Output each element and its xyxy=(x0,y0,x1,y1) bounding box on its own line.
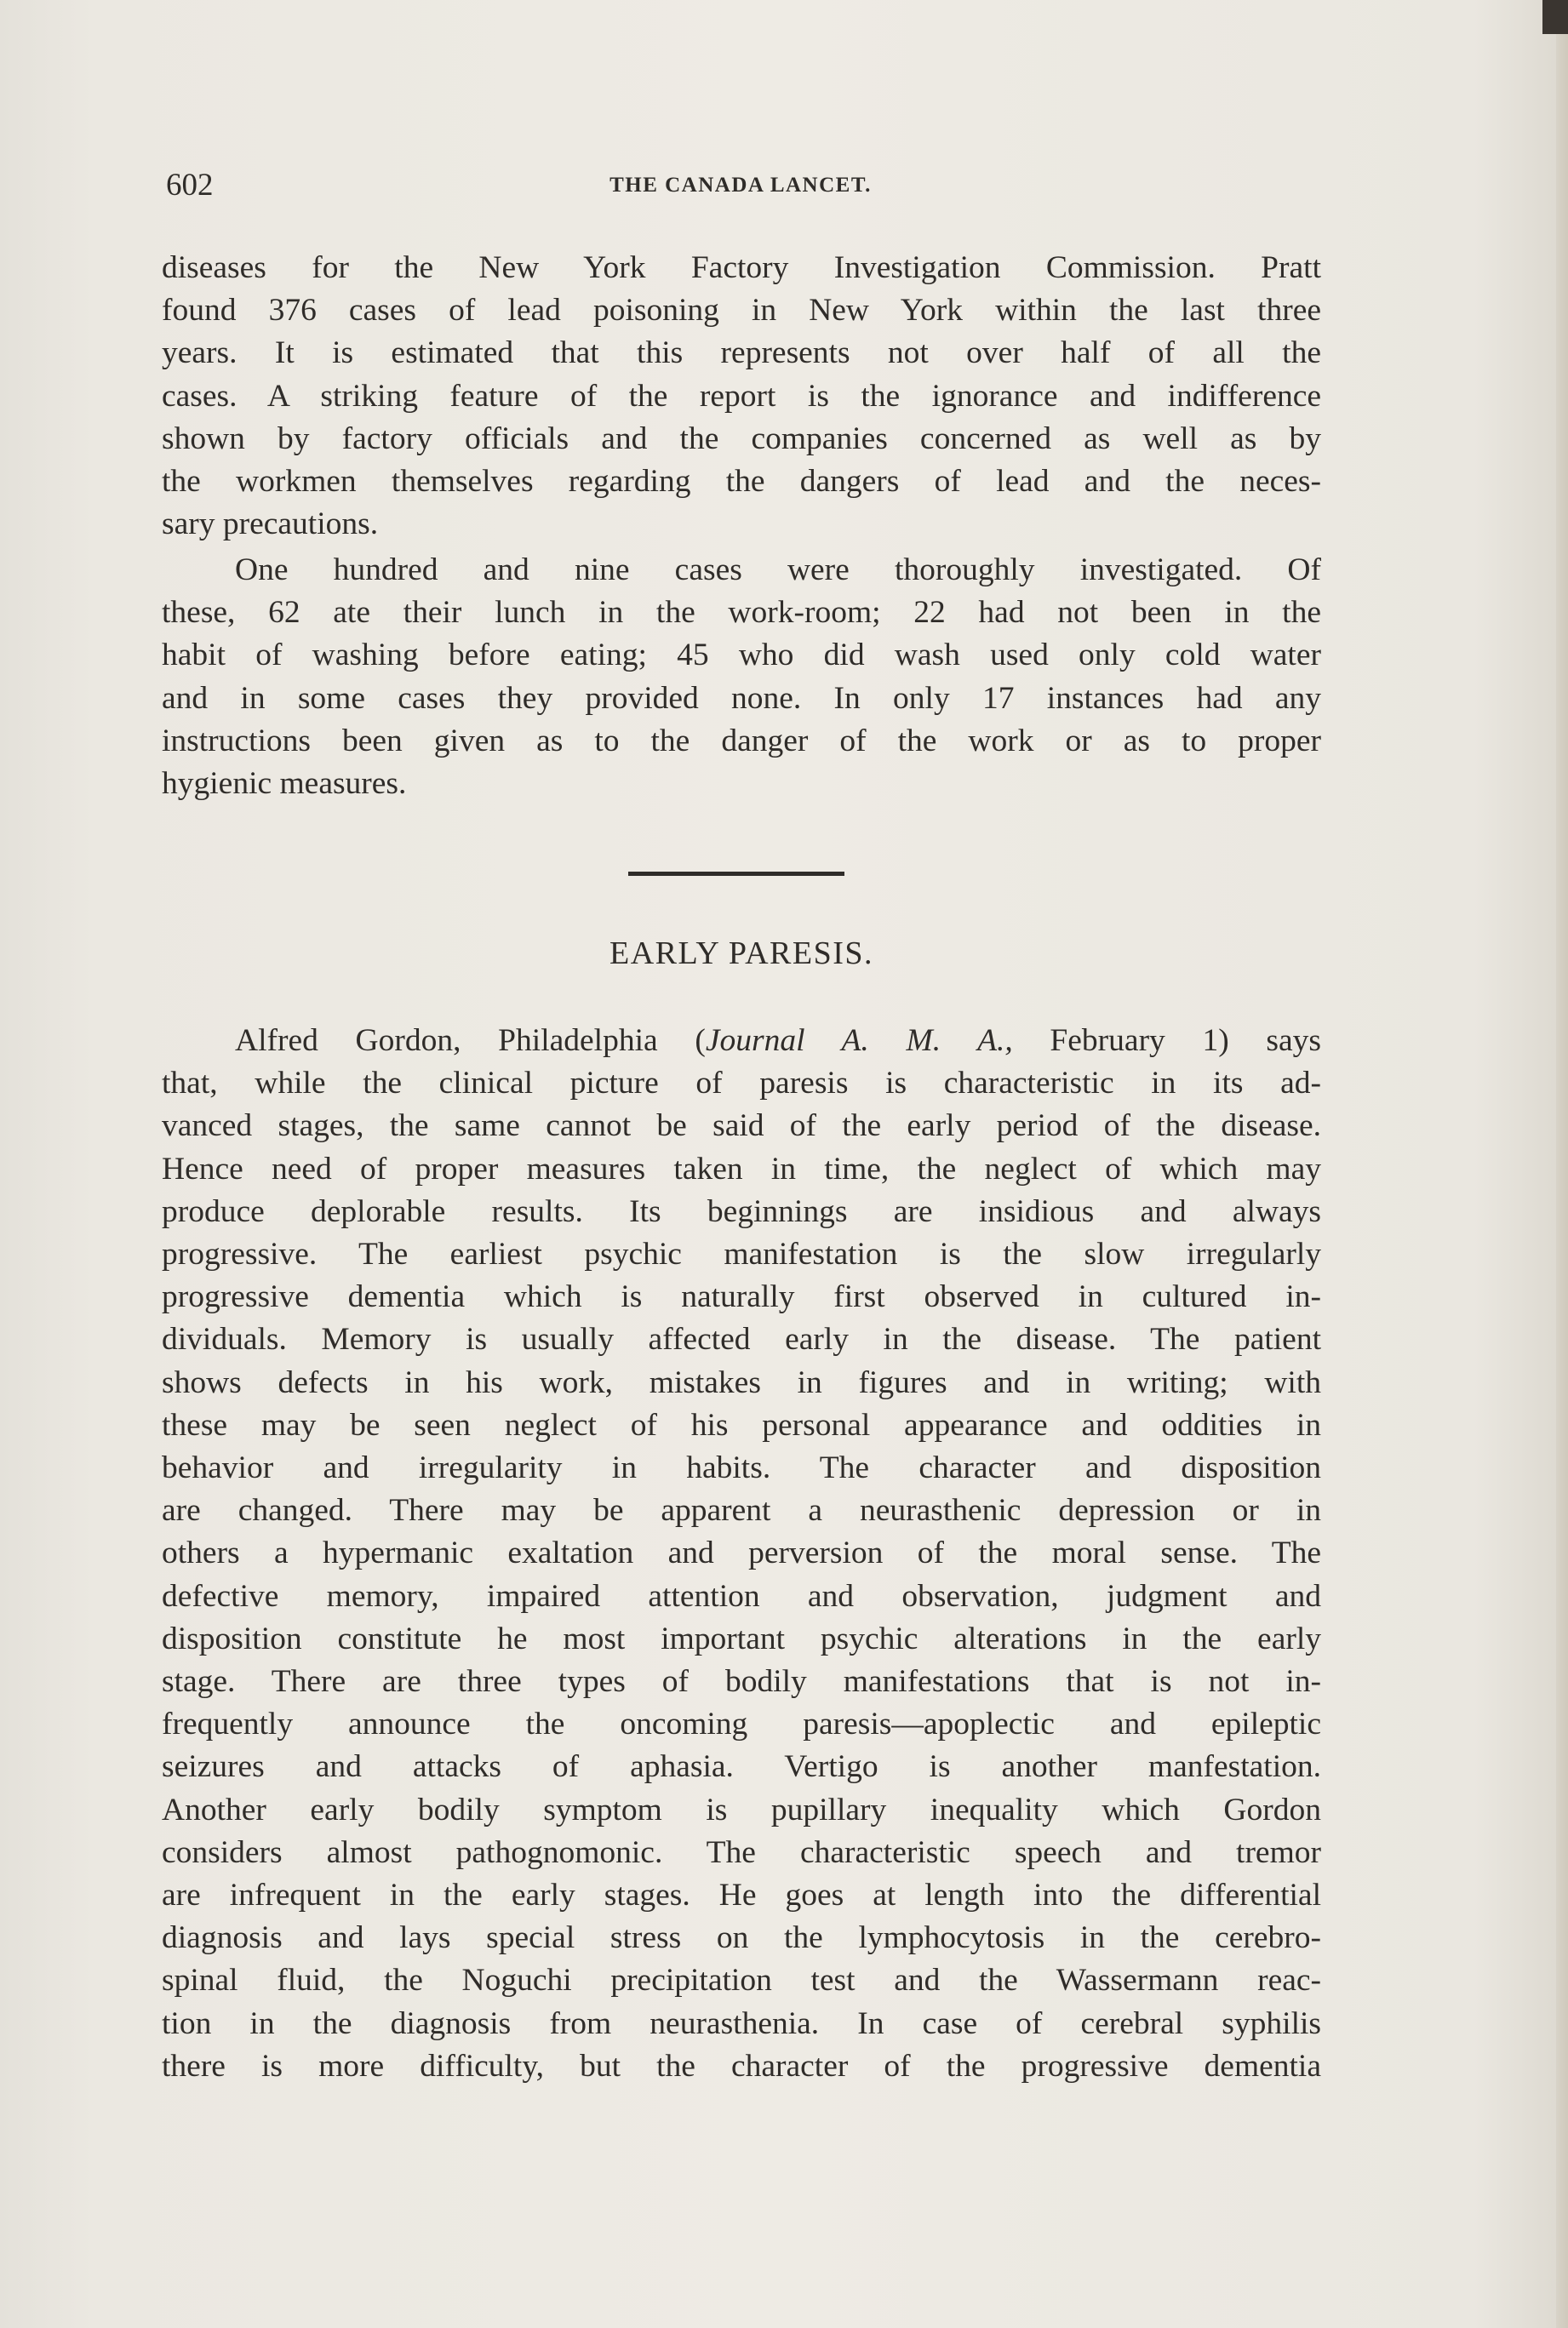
text-line: hygienic measures. xyxy=(162,766,407,802)
text-line: tion in the diagnosis from neurasthenia. In case of cerebral syphilis xyxy=(162,2005,1321,2041)
page-edge xyxy=(1556,34,1568,2328)
running-title: THE CANADA LANCET. xyxy=(609,174,872,197)
text-line: are infrequent in the early stages. He goes at length into the differential xyxy=(162,1878,1321,1913)
text-line: shown by factory officials and the companies concerned as well as by xyxy=(162,420,1321,456)
text-line: shows defects in his work, mistakes in figures and in writing; with xyxy=(162,1364,1321,1400)
text-line: diagnosis and lays special stress on the lymphocytosis in the cerebro- xyxy=(162,1920,1321,1956)
text-line: vanced stages, the same cannot be said of the early period of the disease. xyxy=(162,1108,1321,1144)
paragraph-lead-poisoning-report xyxy=(162,247,1321,546)
paragraph-cases-investigated xyxy=(162,549,1321,805)
text-line: others a hypermanic exaltation and perversion of the moral sense. The xyxy=(162,1536,1321,1571)
text-segment: February 1) says xyxy=(1012,1023,1321,1058)
text-line: disposition constitute he most important psychic alterations in the early xyxy=(162,1621,1321,1656)
text-line: these, 62 ate their lunch in the work-room; 22 had not been in the xyxy=(162,595,1321,631)
text-line: defective memory, impaired attention and observation, judgment and xyxy=(162,1578,1321,1614)
text-line: dividuals. Memory is usually affected early in the disease. The patient xyxy=(162,1322,1321,1358)
page-header xyxy=(166,167,1315,211)
text-line: sary precautions. xyxy=(162,506,379,542)
text-line: habit of washing before eating; 45 who did wash used only cold water xyxy=(162,638,1321,673)
text-line: the workmen themselves regarding the dangers of lead and the neces- xyxy=(162,464,1321,500)
text-line: progressive dementia which is naturally first observed in cultured in- xyxy=(162,1279,1321,1315)
journal-citation: Journal A. M. A., xyxy=(705,1023,1013,1058)
text-line: diseases for the New York Factory Investigation Commission. Pratt xyxy=(162,250,1321,285)
text-line: Another early bodily symptom is pupillary inequality which Gordon xyxy=(162,1792,1321,1828)
text-line: years. It is estimated that this represents not over half of all the xyxy=(162,335,1321,371)
text-line: Hence need of proper measures taken in time, the neglect of which may xyxy=(162,1151,1321,1187)
section-heading: EARLY PARESIS. xyxy=(609,935,873,971)
text-line: stage. There are three types of bodily manifestations that is not in- xyxy=(162,1664,1321,1700)
text-line: found 376 cases of lead poisoning in New York within the last three xyxy=(162,293,1321,329)
text-line: instructions been given as to the danger of the work or as to proper xyxy=(162,723,1321,758)
text-line: progressive. The earliest psychic manifestation is the slow irregularly xyxy=(162,1237,1321,1273)
text-line: and in some cases they provided none. In only 17 instances had any xyxy=(162,680,1321,716)
text-line: these may be seen neglect of his personal appearance and oddities in xyxy=(162,1407,1321,1443)
section-divider xyxy=(628,872,844,876)
text-line: behavior and irregularity in habits. The character and disposition xyxy=(162,1450,1321,1486)
text-line: seizures and attacks of aphasia. Vertigo is another manfestation. xyxy=(162,1749,1321,1785)
text-line: considers almost pathognomonic. The characteristic speech and tremor xyxy=(162,1834,1321,1870)
text-segment: Alfred Gordon, Philadelphia ( xyxy=(235,1023,706,1058)
text-line: there is more difficulty, but the character of the progressive dementia xyxy=(162,2048,1321,2084)
text-line-first xyxy=(162,1020,1321,1062)
page-edge-shadow xyxy=(1542,0,1568,34)
text-line: produce deplorable results. Its beginnings are insidious and always xyxy=(162,1193,1321,1229)
text-line: are changed. There may be apparent a neurasthenic depression or in xyxy=(162,1493,1321,1529)
text-line: frequently announce the oncoming paresis—apoplectic and epileptic xyxy=(162,1707,1321,1742)
text-line: One hundred and nine cases were thoroughly investigated. Of xyxy=(235,552,1321,587)
paragraph-early-paresis xyxy=(162,1020,1321,2088)
text-line: that, while the clinical picture of paresis is characteristic in its ad- xyxy=(162,1066,1321,1101)
text-line: spinal fluid, the Noguchi precipitation test and the Wassermann reac- xyxy=(162,1963,1321,1999)
page-number: 602 xyxy=(166,168,214,203)
text-line: cases. A striking feature of the report is the ignorance and indifference xyxy=(162,378,1321,414)
